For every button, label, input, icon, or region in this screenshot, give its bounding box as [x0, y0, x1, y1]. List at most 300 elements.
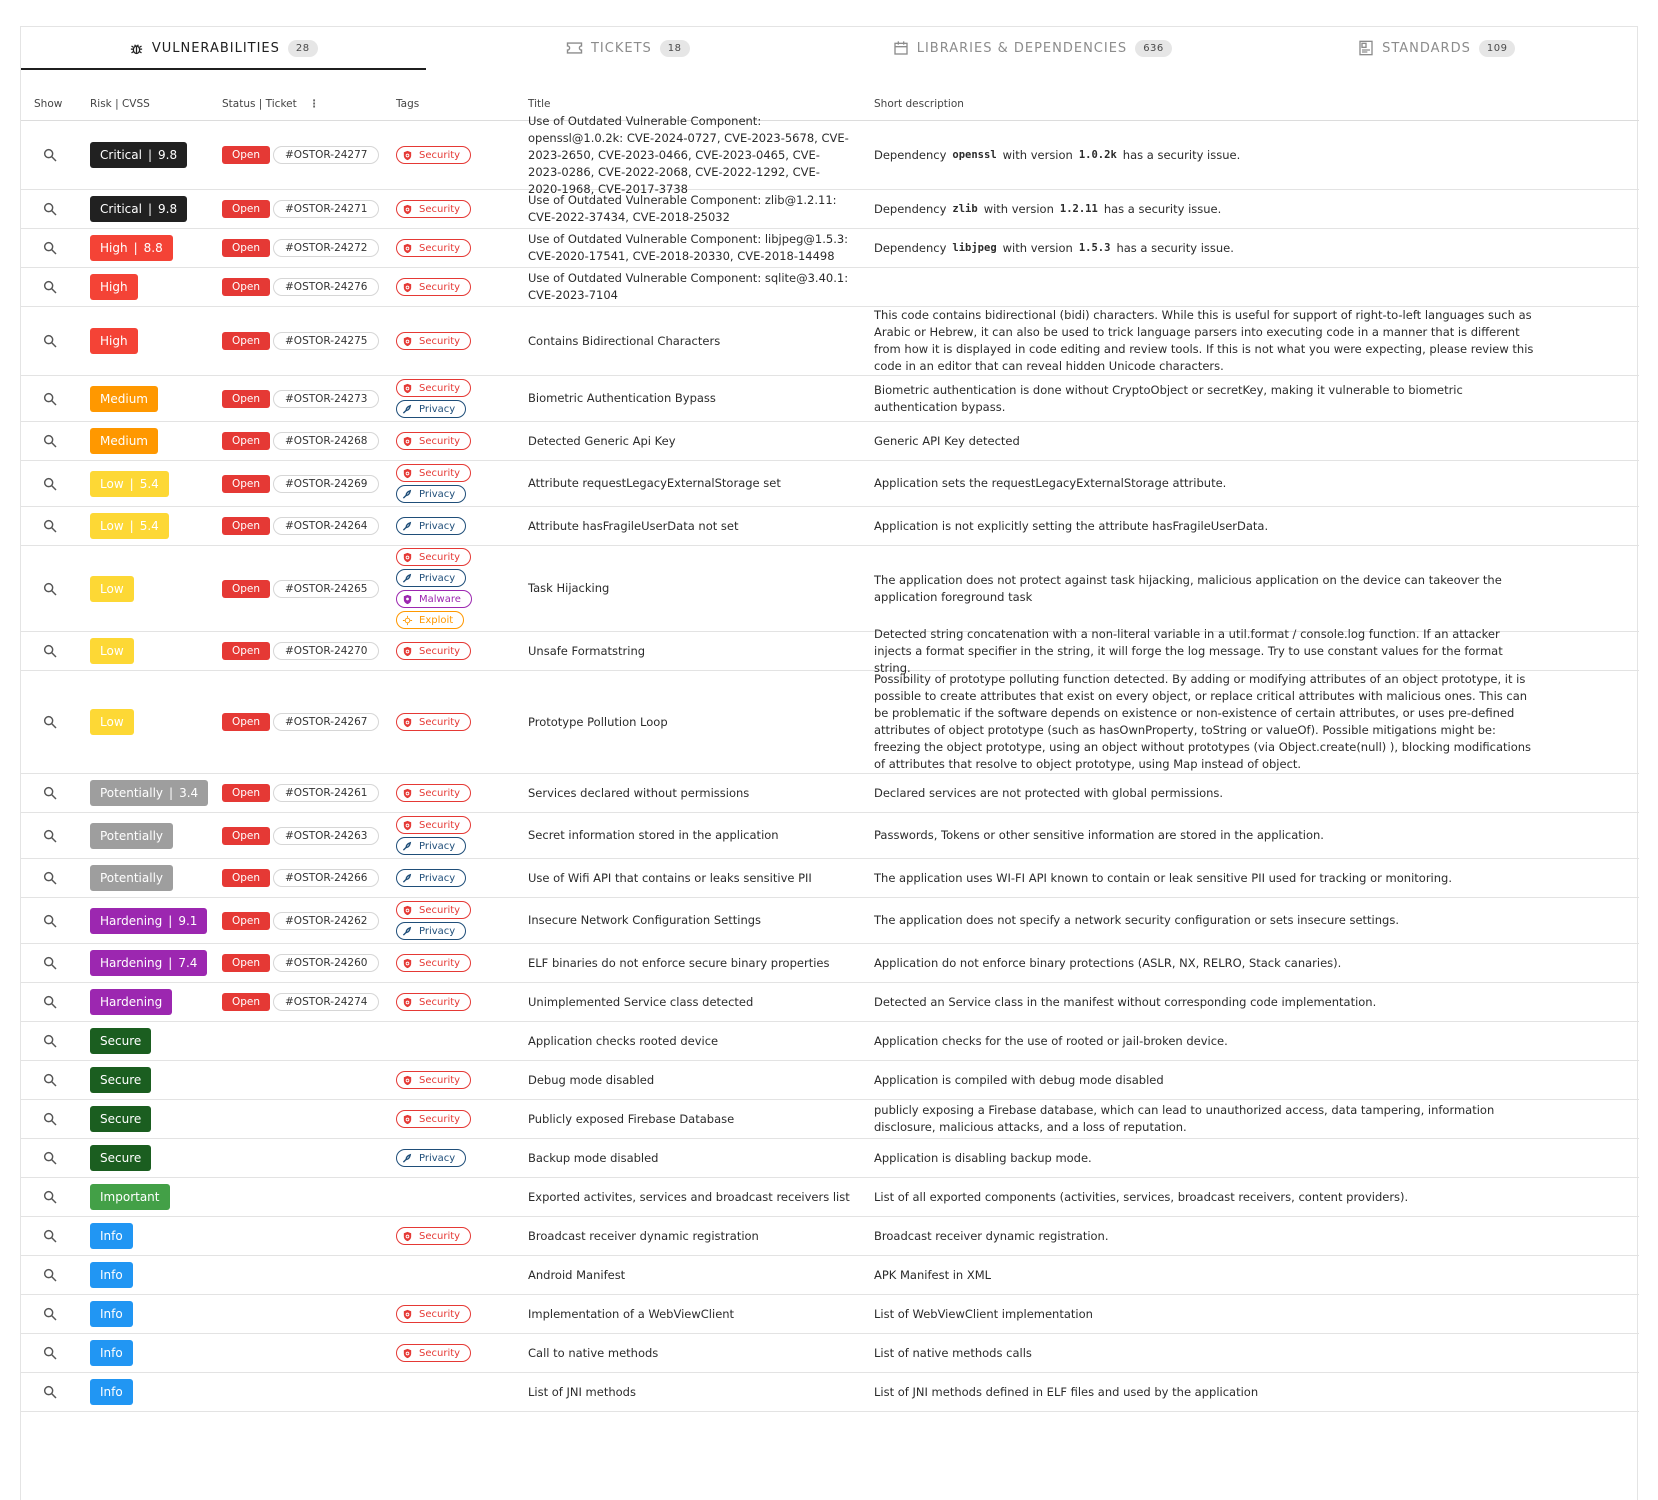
tag-label: Security: [419, 1230, 461, 1242]
tag-security[interactable]: [396, 1344, 471, 1362]
show-cell: [39, 229, 61, 267]
risk-cell: [90, 546, 134, 631]
ticket-link[interactable]: #OSTOR-24262: [273, 912, 379, 930]
finding-title[interactable]: Secret information stored in the application: [528, 828, 779, 842]
tag-privacy[interactable]: [396, 1149, 466, 1167]
status-badge[interactable]: Open: [222, 200, 270, 218]
ticket-cell: [273, 307, 379, 375]
status-badge[interactable]: Open: [222, 713, 270, 731]
status-cell: [222, 632, 270, 670]
magnifier-icon[interactable]: [42, 994, 58, 1010]
show-cell: [39, 1217, 61, 1255]
risk-badge: [90, 274, 138, 300]
ticket-link[interactable]: #OSTOR-24267: [273, 713, 379, 731]
risk-separator: |: [129, 476, 134, 491]
tag-label: Security: [419, 551, 461, 563]
ticket-cell: [273, 944, 379, 982]
risk-badge: [90, 908, 207, 934]
calendar-icon: [893, 40, 909, 56]
tag-security[interactable]: [396, 379, 471, 397]
ticket-cell: [273, 422, 379, 460]
security-icon: [402, 1309, 419, 1320]
description-text: with version: [1002, 147, 1073, 162]
magnifier-icon[interactable]: [42, 476, 58, 492]
tags-cell: [396, 229, 471, 267]
tag-security[interactable]: [396, 200, 471, 218]
tag-exploit[interactable]: [396, 611, 464, 629]
risk-cell: [90, 1178, 170, 1216]
tag-security[interactable]: [396, 278, 471, 296]
show-cell: [39, 774, 61, 812]
finding-title[interactable]: Unsafe Formatstring: [528, 643, 646, 658]
show-cell: [39, 944, 61, 982]
finding-title[interactable]: Use of Wifi API that contains or leaks sensitive PII: [528, 870, 812, 885]
tag-security[interactable]: [396, 901, 471, 919]
security-icon: [402, 997, 419, 1008]
finding-title[interactable]: Services declared without permissions: [528, 785, 750, 800]
cvss-score: 8.8: [143, 241, 163, 255]
risk-cell: [90, 121, 187, 189]
tags-cell: [396, 774, 471, 812]
ticket-link[interactable]: #OSTOR-24268: [273, 432, 379, 450]
tag-privacy[interactable]: [396, 400, 466, 418]
privacy-icon: [402, 521, 419, 532]
code-value: 1.0.2k: [1078, 148, 1117, 161]
ticket-link[interactable]: #OSTOR-24271: [273, 200, 379, 218]
finding-title[interactable]: Implementation of a WebViewClient: [528, 1306, 735, 1321]
risk-level: Critical: [100, 202, 142, 216]
status-badge[interactable]: Open: [222, 784, 270, 802]
cvss-score: 3.4: [179, 786, 199, 800]
magnifier-icon[interactable]: [42, 1150, 58, 1166]
ticket-cell: [273, 507, 379, 545]
tags-cell: [396, 307, 471, 375]
table-row: [21, 1373, 1639, 1412]
table-row: [21, 1256, 1639, 1295]
tags-cell: [396, 983, 471, 1021]
ticket-link[interactable]: #OSTOR-24277: [273, 146, 379, 164]
finding-title[interactable]: Debug mode disabled: [528, 1072, 655, 1087]
status-badge[interactable]: Open: [222, 869, 270, 887]
status-cell: [222, 422, 270, 460]
status-cell: [222, 307, 270, 375]
tag-label: Privacy: [419, 925, 456, 937]
show-cell: [39, 190, 61, 228]
finding-description: [874, 268, 1534, 306]
description-text: Dependency: [874, 240, 947, 255]
tags-cell: [396, 632, 471, 670]
risk-cell: [90, 1139, 151, 1177]
magnifier-icon[interactable]: [42, 1267, 58, 1283]
table-row: [21, 307, 1639, 376]
column-header-show: Show: [34, 98, 63, 110]
ticket-link[interactable]: #OSTOR-24274: [273, 993, 379, 1011]
show-cell: [39, 121, 61, 189]
tag-security[interactable]: [396, 548, 471, 566]
security-icon: [402, 958, 419, 969]
finding-title[interactable]: Use of Outdated Vulnerable Component: libjpeg@1.5.3: CVE-2020-17541, CVE-2018-20330, CVE-2018-14498: [528, 232, 849, 263]
status-badge[interactable]: Open: [222, 517, 270, 535]
tags-cell: [396, 190, 471, 228]
column-header-title[interactable]: Title: [528, 98, 551, 110]
risk-cell: [90, 813, 173, 858]
finding-description: [874, 229, 1534, 267]
finding-title[interactable]: Use of Outdated Vulnerable Component: sqlite@3.40.1: CVE-2023-7104: [528, 271, 849, 302]
ticket-cell: [273, 268, 379, 306]
risk-badge: [90, 950, 207, 976]
tag-security[interactable]: [396, 432, 471, 450]
risk-cell: [90, 774, 208, 812]
cvss-score: 9.8: [158, 148, 178, 162]
code-value: libjpeg: [952, 241, 997, 254]
tag-malware[interactable]: [396, 590, 472, 608]
risk-level: Info: [100, 1268, 123, 1282]
risk-level: Hardening: [100, 956, 163, 970]
tag-security[interactable]: [396, 1071, 471, 1089]
finding-description: Application do not enforce binary protections (ASLR, NX, RELRO, Stack canaries).: [874, 955, 1342, 970]
tag-privacy[interactable]: [396, 569, 466, 587]
risk-cell: [90, 1100, 151, 1138]
risk-badge: [90, 865, 173, 891]
risk-badge: [90, 1301, 133, 1327]
finding-title[interactable]: Biometric Authentication Bypass: [528, 391, 716, 405]
risk-level: Hardening: [100, 913, 163, 928]
table-row: [21, 626, 1639, 675]
tab-count-badge: 18: [660, 40, 690, 57]
tags-cell: [396, 944, 471, 982]
magnifier-icon[interactable]: [42, 147, 58, 163]
tag-privacy[interactable]: [396, 517, 466, 535]
risk-level: Low: [100, 644, 124, 658]
finding-title[interactable]: Backup mode disabled: [528, 1150, 659, 1165]
ticket-cell: [273, 632, 379, 670]
tags-cell: [396, 671, 471, 773]
status-cell: [222, 813, 270, 858]
magnifier-icon[interactable]: [42, 391, 58, 407]
tab-standards[interactable]: [1235, 27, 1640, 69]
magnifier-icon[interactable]: [42, 1189, 58, 1205]
tags-cell: [396, 859, 466, 897]
tag-privacy[interactable]: [396, 869, 466, 887]
finding-title[interactable]: List of JNI methods: [528, 1384, 636, 1399]
ticket-link[interactable]: #OSTOR-24275: [273, 332, 379, 350]
table-row: [21, 376, 1639, 422]
tag-security[interactable]: [396, 239, 471, 257]
security-icon: [402, 1075, 419, 1086]
tab-tickets[interactable]: [426, 27, 831, 69]
risk-level: Important: [100, 1190, 160, 1204]
ticket-cell: [273, 461, 379, 506]
column-header-description[interactable]: Short description: [874, 98, 964, 110]
status-badge[interactable]: Open: [222, 954, 270, 972]
risk-badge: [90, 235, 173, 261]
risk-badge: [90, 471, 169, 497]
tag-security[interactable]: [396, 784, 471, 802]
code-value: 1.2.11: [1059, 202, 1098, 215]
risk-cell: [90, 1295, 133, 1333]
description-text: has a security issue.: [1122, 147, 1241, 162]
security-icon: [402, 243, 419, 254]
magnifier-icon[interactable]: [42, 1033, 58, 1049]
tag-label: Security: [419, 382, 461, 394]
finding-title[interactable]: Task Hijacking: [528, 581, 610, 595]
tab-vulnerabilities[interactable]: [21, 27, 426, 69]
tag-security[interactable]: [396, 816, 471, 834]
finding-title[interactable]: Call to native methods: [528, 1345, 659, 1360]
status-badge[interactable]: Open: [222, 827, 270, 845]
risk-badge: [90, 1379, 133, 1405]
column-header-risk[interactable]: Risk | CVSS: [90, 98, 150, 110]
finding-title[interactable]: Attribute hasFragileUserData not set: [528, 518, 739, 533]
magnifier-icon[interactable]: [42, 714, 58, 730]
risk-badge: [90, 1340, 133, 1366]
security-icon: [402, 436, 419, 447]
ticket-link[interactable]: #OSTOR-24269: [273, 475, 379, 493]
tag-security[interactable]: [396, 332, 471, 350]
malware-icon: [402, 594, 419, 605]
tag-privacy[interactable]: [396, 837, 466, 855]
finding-title[interactable]: Detected Generic Api Key: [528, 433, 676, 448]
status-badge[interactable]: Open: [222, 432, 270, 450]
finding-description: APK Manifest in XML: [874, 1267, 992, 1282]
tab-label: TICKETS: [590, 40, 652, 56]
tag-label: Security: [419, 819, 461, 831]
ticket-cell: [273, 229, 379, 267]
risk-badge: [90, 428, 158, 454]
tag-security[interactable]: [396, 1110, 471, 1128]
finding-title[interactable]: Unimplemented Service class detected: [528, 994, 754, 1009]
show-cell: [39, 1295, 61, 1333]
magnifier-icon[interactable]: [42, 785, 58, 801]
table-row: [21, 813, 1639, 859]
show-cell: [39, 1256, 61, 1294]
finding-description: List of native methods calls: [874, 1345, 1032, 1360]
table-row: [21, 461, 1639, 507]
risk-badge: [90, 576, 134, 602]
ticket-link[interactable]: #OSTOR-24263: [273, 827, 379, 845]
vulnerabilities-table: [21, 89, 1639, 1412]
magnifier-icon[interactable]: [42, 643, 58, 659]
finding-title[interactable]: Contains Bidirectional Characters: [528, 333, 721, 348]
risk-cell: [90, 1334, 133, 1372]
show-cell: [39, 546, 61, 631]
tag-security[interactable]: [396, 954, 471, 972]
risk-badge: [90, 823, 173, 849]
ticket-link[interactable]: #OSTOR-24273: [273, 390, 379, 408]
risk-cell: [90, 944, 207, 982]
risk-cell: [90, 229, 173, 267]
magnifier-icon[interactable]: [42, 581, 58, 597]
risk-badge: [90, 513, 169, 539]
risk-level: Secure: [100, 1073, 142, 1087]
tab-count-badge: 636: [1135, 40, 1172, 57]
tag-label: Privacy: [419, 520, 456, 532]
ticket-link[interactable]: #OSTOR-24261: [273, 784, 379, 802]
ticket-link[interactable]: #OSTOR-24272: [273, 239, 379, 257]
show-cell: [39, 1022, 61, 1060]
ticket-link[interactable]: #OSTOR-24266: [273, 869, 379, 887]
finding-title[interactable]: Prototype Pollution Loop: [528, 714, 668, 729]
description-text: with version: [1002, 240, 1073, 255]
magnifier-icon[interactable]: [42, 870, 58, 886]
tag-label: Privacy: [419, 403, 456, 415]
code-value: zlib: [952, 202, 978, 215]
tag-privacy[interactable]: [396, 485, 466, 503]
status-badge[interactable]: Open: [222, 475, 270, 493]
ticket-cell: [273, 121, 379, 189]
show-cell: [39, 1334, 61, 1372]
tag-label: Security: [419, 1347, 461, 1359]
finding-title[interactable]: Insecure Network Configuration Settings: [528, 913, 762, 927]
risk-separator: |: [169, 786, 174, 800]
ticket-cell: [273, 898, 379, 943]
security-icon: [402, 336, 419, 347]
risk-cell: [90, 268, 138, 306]
ticket-link[interactable]: #OSTOR-24265: [273, 580, 379, 598]
finding-title[interactable]: Publicly exposed Firebase Database: [528, 1111, 735, 1126]
ticket-link[interactable]: #OSTOR-24276: [273, 278, 379, 296]
magnifier-icon[interactable]: [42, 828, 58, 844]
tag-privacy[interactable]: [396, 922, 466, 940]
finding-title[interactable]: Android Manifest: [528, 1267, 626, 1282]
magnifier-icon[interactable]: [42, 240, 58, 256]
status-badge[interactable]: Open: [222, 912, 270, 930]
column-header-status: [222, 98, 319, 110]
magnifier-icon[interactable]: [42, 1306, 58, 1322]
ticket-link[interactable]: #OSTOR-24260: [273, 954, 379, 972]
status-badge[interactable]: Open: [222, 278, 270, 296]
magnifier-icon[interactable]: [42, 279, 58, 295]
tags-cell: [396, 1334, 471, 1372]
risk-badge: [90, 1067, 151, 1093]
magnifier-icon[interactable]: [42, 518, 58, 534]
tag-security[interactable]: [396, 713, 471, 731]
risk-badge: [90, 142, 187, 168]
status-badge[interactable]: Open: [222, 332, 270, 350]
ticket-link[interactable]: #OSTOR-24264: [273, 517, 379, 535]
tag-security[interactable]: [396, 993, 471, 1011]
table-row: [21, 1217, 1639, 1256]
tag-label: Security: [419, 1113, 461, 1125]
status-cell: [222, 859, 270, 897]
finding-description: This code contains bidirectional (bidi) characters. While this is useful for support of right-to-left languages such as Arabic or Hebrew, it can also be used to trick language parsers into executing code in a manner that is different from how it is displayed in code editing and review tools. If this is not what you were expecting, please review this code in an editor that can reveal hidden Unicode characters.: [874, 308, 1534, 373]
finding-description: Application is compiled with debug mode disabled: [874, 1072, 1164, 1087]
status-badge[interactable]: Open: [222, 993, 270, 1011]
risk-level: Info: [100, 1229, 123, 1243]
show-cell: [39, 1139, 61, 1177]
magnifier-icon[interactable]: [42, 1384, 58, 1400]
tag-security[interactable]: [396, 1227, 471, 1245]
risk-badge: [90, 1223, 133, 1249]
magnifier-icon[interactable]: [42, 1345, 58, 1361]
risk-badge: [90, 780, 208, 806]
security-icon: [402, 1231, 419, 1242]
magnifier-icon[interactable]: [42, 913, 58, 929]
tags-cell: [396, 1100, 471, 1138]
tag-label: Privacy: [419, 1152, 456, 1164]
risk-level: Secure: [100, 1034, 142, 1048]
description-text: has a security issue.: [1103, 201, 1222, 216]
cvss-score: 5.4: [139, 519, 159, 533]
tag-security[interactable]: [396, 146, 471, 164]
magnifier-icon[interactable]: [42, 333, 58, 349]
table-row: [21, 546, 1639, 632]
column-menu-icon[interactable]: ⋮: [308, 98, 320, 110]
risk-cell: [90, 1022, 151, 1060]
risk-level: Info: [100, 1307, 123, 1321]
status-cell: [222, 190, 270, 228]
status-badge[interactable]: Open: [222, 239, 270, 257]
status-badge[interactable]: Open: [222, 642, 270, 660]
table-row: [21, 190, 1639, 229]
magnifier-icon[interactable]: [42, 1072, 58, 1088]
tab-label: LIBRARIES & DEPENDENCIES: [916, 40, 1128, 56]
tag-security[interactable]: [396, 1305, 471, 1323]
table-row: [21, 774, 1639, 813]
security-icon: [402, 552, 419, 563]
finding-title[interactable]: Use of Outdated Vulnerable Component: openssl@1.0.2k: CVE-2024-0727, CVE-2023-5678, CVE-2023-2650, CVE-2023-0466, CVE-2023-0465, CVE-2023-0286, CVE-2022-2068, CVE-2022-1292, CVE-2020-1968, CVE-2017-3738: [528, 113, 849, 196]
magnifier-icon[interactable]: [42, 201, 58, 217]
status-badge[interactable]: Open: [222, 580, 270, 598]
ticket-link[interactable]: #OSTOR-24270: [273, 642, 379, 660]
tab-libraries-dependencies[interactable]: [830, 27, 1235, 69]
description-text: Dependency: [874, 201, 947, 216]
risk-level: Potentially: [100, 828, 164, 843]
tab-count-badge: 28: [288, 40, 318, 57]
show-cell: [39, 671, 61, 773]
tag-label: Security: [419, 242, 461, 254]
table-row: [21, 1139, 1639, 1178]
table-body: [21, 113, 1639, 1412]
privacy-icon: [402, 404, 419, 415]
security-icon: [402, 820, 419, 831]
status-badge[interactable]: Open: [222, 146, 270, 164]
finding-title[interactable]: ELF binaries do not enforce secure binary properties: [528, 955, 830, 970]
magnifier-icon[interactable]: [42, 1228, 58, 1244]
magnifier-icon[interactable]: [42, 433, 58, 449]
risk-badge: [90, 1145, 151, 1171]
column-header-status-label[interactable]: Status | Ticket: [222, 98, 297, 110]
table-row: [21, 1061, 1639, 1100]
status-cell: [222, 229, 270, 267]
tag-security[interactable]: [396, 642, 471, 660]
risk-cell: [90, 422, 158, 460]
risk-cell: [90, 898, 207, 943]
finding-title[interactable]: Use of Outdated Vulnerable Component: zlib@1.2.11: CVE-2022-37434, CVE-2018-25032: [528, 193, 837, 224]
table-row: [21, 1295, 1639, 1334]
show-cell: [39, 859, 61, 897]
finding-title[interactable]: Broadcast receiver dynamic registration: [528, 1228, 759, 1243]
finding-description: [874, 190, 1534, 228]
status-badge[interactable]: Open: [222, 390, 270, 408]
standards-icon: [1358, 40, 1374, 56]
finding-title[interactable]: Exported activites, services and broadcast receivers list: [528, 1189, 850, 1204]
risk-badge: [90, 989, 172, 1015]
magnifier-icon[interactable]: [42, 955, 58, 971]
security-icon: [402, 1348, 419, 1359]
finding-description: Broadcast receiver dynamic registration.: [874, 1228, 1109, 1243]
tag-security[interactable]: [396, 464, 471, 482]
finding-title[interactable]: Application checks rooted device: [528, 1033, 719, 1048]
column-header-tags[interactable]: Tags: [396, 98, 420, 110]
privacy-icon: [402, 873, 419, 884]
finding-title[interactable]: Attribute requestLegacyExternalStorage set: [528, 476, 781, 490]
security-icon: [402, 905, 419, 916]
magnifier-icon[interactable]: [42, 1111, 58, 1127]
tags-cell: [396, 898, 471, 943]
security-icon: [402, 1114, 419, 1125]
finding-description: publicly exposing a Firebase database, which can lead to unauthorized access, data tampering, information disclosure, malicious attacks, and a loss of reputation.: [874, 1103, 1495, 1134]
